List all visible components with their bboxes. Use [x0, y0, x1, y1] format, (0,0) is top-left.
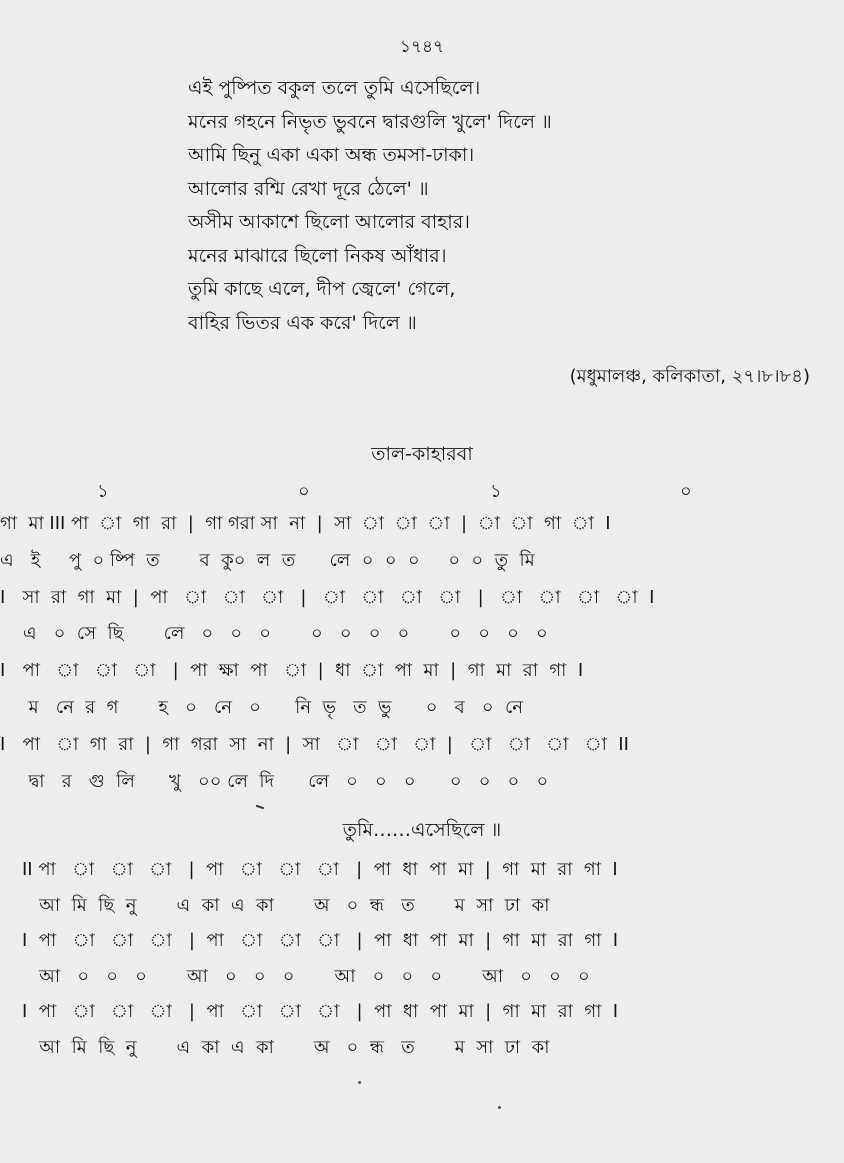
taal-mark: ১	[97, 481, 109, 502]
poem	[188, 72, 788, 340]
section-title: তুমি……এসেছিলে ॥	[342, 819, 502, 841]
notation-block-1	[0, 506, 844, 800]
citation: (মধুমালঞ্চ, কলিকাতা, ২৭।৮।৮৪)	[569, 366, 810, 387]
notation-block-2	[22, 852, 844, 1066]
notation-swara-line: I পা া া া | পা ক্ষা পা া | ধা া পা মা | গা মা রা গা I	[0, 660, 584, 682]
notation-lyric-line: আ মি ছি নু এ কা এ কা অ ০ ন্ধ ত ম সা ঢা কা	[22, 894, 550, 916]
notation-lyric-line: এ ই পু ০ ষ্পি ত ব কু০ ল ত লে ০ ০ ০ ০ ০ তু মি	[0, 549, 535, 571]
poem-line: মনের মাঝারে ছিলো নিকষ আঁধার।	[188, 244, 447, 267]
poem-line: বাহির ভিতর এক করে' দিলে ॥	[188, 311, 417, 334]
stray-mark	[256, 805, 264, 810]
taal-mark: ০	[680, 481, 692, 502]
speck	[358, 1081, 361, 1084]
notation-swara-line: I পা া া া | পা া া া | পা ধা পা মা | গা মা রা গা I	[22, 1001, 619, 1023]
notation-swara-line: II পা া া া | পা া া া | পা ধা পা মা | গা মা রা গা I	[22, 859, 618, 880]
notation-lyric-line: এ ০ সে ছি লে ০ ০ ০ ০ ০ ০ ০ ০ ০ ০ ০	[0, 623, 548, 645]
taal-mark: ০	[298, 481, 310, 502]
taal-mark: ১	[490, 481, 502, 502]
notation-swara-line: I পা া গা রা | গা গরা সা না | সা া া া | া া া া II	[0, 733, 629, 755]
poem-line: আলোর রশ্মি রেখা দূরে ঠেলে' ॥	[188, 177, 429, 200]
notation-lyric-line: ম নে র গ হ ০ নে ০ নি ভৃ ত ভু ০ ব ০ নে	[0, 696, 524, 718]
poem-line: এই পুষ্পিত বকুল তলে তুমি এসেছিলে।	[188, 77, 481, 99]
notation-lyric-line: আ ০ ০ ০ আ ০ ০ ০ আ ০ ০ ০ আ ০ ০ ০	[22, 965, 590, 987]
notation-swara-line: I সা রা গা মা | পা া া া | া া া া | া া া া I	[0, 586, 655, 608]
page-number: ১৭৪৭	[399, 37, 445, 57]
notation-swara-line: I পা া া া | পা া া া | পা ধা পা মা | গা মা রা গা I	[22, 930, 619, 952]
poem-line: মনের গহনে নিভৃত ভুবনে দ্বারগুলি খুলে' দিলে ॥	[188, 110, 552, 133]
poem-line: অসীম আকাশে ছিলো আলোর বাহার।	[188, 211, 470, 233]
notation-lyric-line: দ্বা র গু লি খু ০০ লে দি লে ০ ০ ০ ০ ০ ০ ০	[0, 770, 549, 792]
notation-lyric-line: আ মি ছি নু এ কা এ কা অ ০ ন্ধ ত ম সা ঢা কা	[22, 1036, 550, 1058]
tal-title: তাল-কাহারবা	[371, 443, 473, 465]
speck	[498, 1106, 501, 1109]
poem-line: আমি ছিনু একা একা অন্ধ তমসা-ঢাকা।	[188, 144, 475, 166]
notation-swara-line: গা মা III পা া গা রা | গা গরা সা না | সা া া া | া া গা া I	[0, 513, 611, 534]
poem-line: তুমি কাছে এলে, দীপ জ্বেলে' গেলে,	[188, 278, 456, 300]
